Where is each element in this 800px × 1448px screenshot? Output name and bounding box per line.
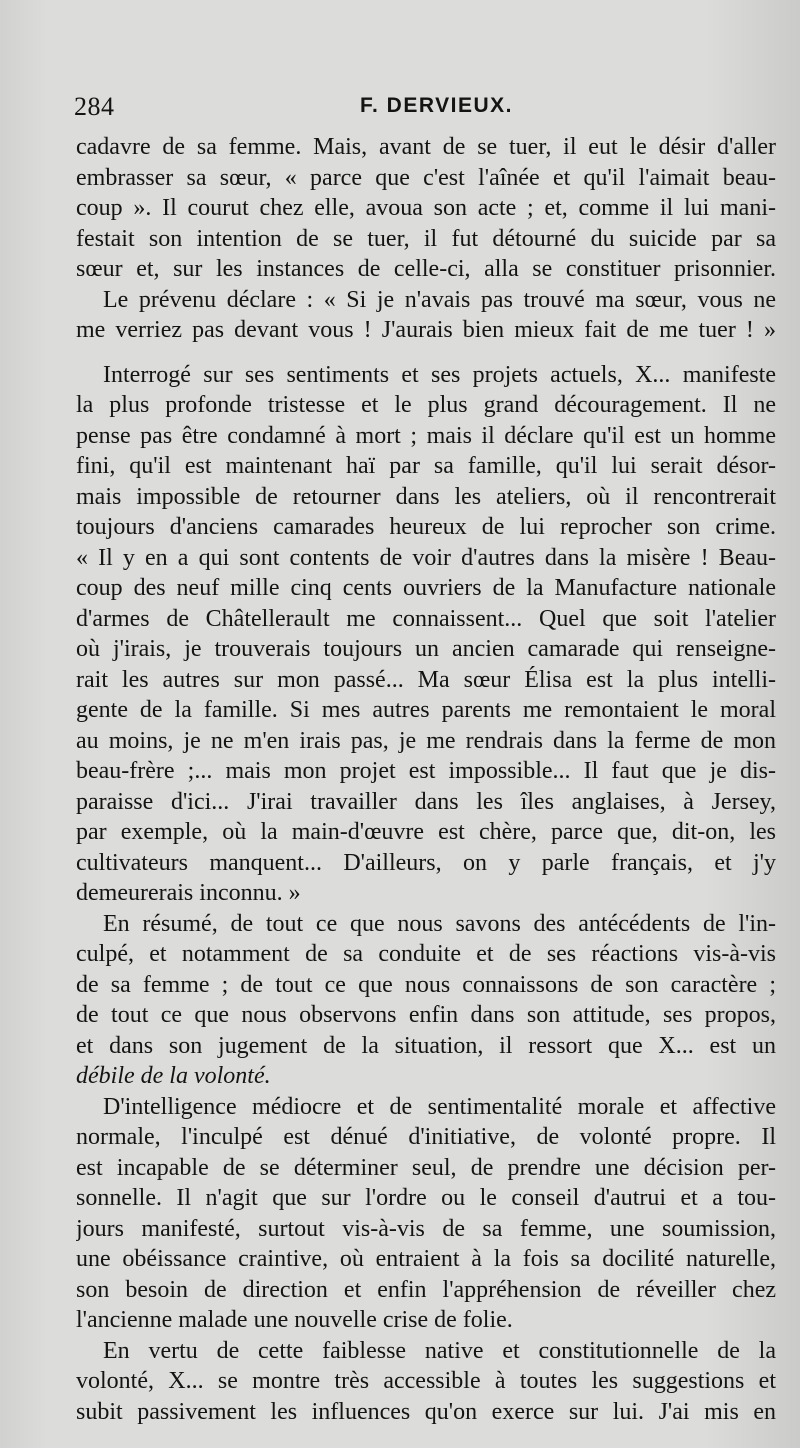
text-line: l'ancienne malade une nouvelle crise de folie. [76,1307,513,1333]
text-line: mais impossible de retourner dans les ateliers, où il rencontrerait [76,483,776,510]
text-line: embrasser sa sœur, « parce que c'est l'aînée et qu'il l'aimait beau- [76,164,776,191]
text-line: toujours d'anciens camarades heureux de lui reprocher son crime. [76,514,776,540]
text-line: jours manifesté, surtout vis-à-vis de sa femme, une soumission, [76,1215,776,1242]
text-line: paraisse d'ici... J'irai travailler dans les îles anglaises, à Jersey, [76,788,776,815]
text-line: est incapable de se déterminer seul, de prendre une décision per- [76,1154,776,1181]
text-line: où j'irais, je trouverais toujours un ancien camarade qui renseigne- [76,636,776,662]
text-line: cultivateurs manquent... D'ailleurs, on y parle français, et j'y [76,849,776,876]
body-text [76,132,776,1427]
text-line: Le prévenu déclare : « Si je n'avais pas trouvé ma sœur, vous ne [103,286,776,313]
running-head: F. DERVIEUX. [360,94,513,117]
text-line: coup ». Il courut chez elle, avoua son acte ; et, comme il lui mani- [76,195,776,221]
text-line: coup des neuf mille cinq cents ouvriers de la Manufacture nationale [76,575,776,601]
text-line: demeurerais inconnu. » [76,880,301,906]
text-line: volonté, X... se montre très accessible à toutes les suggestions et [76,1368,776,1394]
text-line: au moins, je ne m'en irais pas, je me rendrais dans la ferme de mon [76,727,776,754]
text-line: festait son intention de se tuer, il fut détourné du suicide par sa [76,225,776,252]
text-line: D'intelligence médiocre et de sentimentalité morale et affective [103,1093,776,1120]
text-line-italic: débile de la volonté. [76,1063,271,1089]
text-line: et dans son jugement de la situation, il ressort que X... est un [76,1032,776,1059]
text-line: subit passivement les influences qu'on exerce sur lui. J'ai mis en [76,1398,776,1425]
text-line: culpé, et notamment de sa conduite et de ses réactions vis-à-vis [76,941,776,967]
text-line: rait les autres sur mon passé... Ma sœur Élisa est la plus intelli- [76,666,776,693]
text-line: me verriez pas devant vous ! J'aurais bien mieux fait de me tuer ! » [76,317,776,343]
text-line: son besoin de direction et enfin l'appréhension de réveiller chez [76,1276,776,1303]
text-line: Interrogé sur ses sentiments et ses projets actuels, X... manifeste [103,361,776,388]
text-line: beau-frère ;... mais mon projet est impossible... Il faut que je dis- [76,758,776,784]
text-line: En vertu de cette faiblesse native et constitutionnelle de la [103,1337,776,1364]
text-line: de sa femme ; de tout ce que nous connaissons de son caractère ; [76,971,776,998]
text-line: la plus profonde tristesse et le plus grand découragement. Il ne [76,392,776,418]
text-line: par exemple, où la main-d'œuvre est chère, parce que, dit-on, les [76,819,776,845]
text-line: sonnelle. Il n'agit que sur l'ordre ou le conseil d'autrui et a tou- [76,1185,776,1211]
text-line: En résumé, de tout ce que nous savons des antécédents de l'in- [103,910,776,937]
page-header [74,92,764,124]
page-number: 284 [74,92,115,121]
text-line: une obéissance craintive, où entraient à la fois sa docilité naturelle, [76,1246,776,1272]
text-line: normale, l'inculpé est dénué d'initiative, de volonté propre. Il [76,1124,776,1150]
text-line: cadavre de sa femme. Mais, avant de se tuer, il eut le désir d'aller [76,134,776,160]
text-line: pense pas être condamné à mort ; mais il déclare qu'il est un homme [76,422,776,449]
text-line: « Il y en a qui sont contents de voir d'autres dans la misère ! Beau- [76,544,776,571]
text-line: de tout ce que nous observons enfin dans son attitude, ses propos, [76,1002,776,1028]
paragraph-gap [76,346,776,360]
text-line: fini, qu'il est maintenant haï par sa famille, qu'il lui serait désor- [76,453,776,479]
text-line: sœur et, sur les instances de celle-ci, alla se constituer prisonnier. [76,256,776,282]
text-line: d'armes de Châtellerault me connaissent... Quel que soit l'atelier [76,605,776,632]
text-line: gente de la famille. Si mes autres parents me remontaient le moral [76,697,776,723]
